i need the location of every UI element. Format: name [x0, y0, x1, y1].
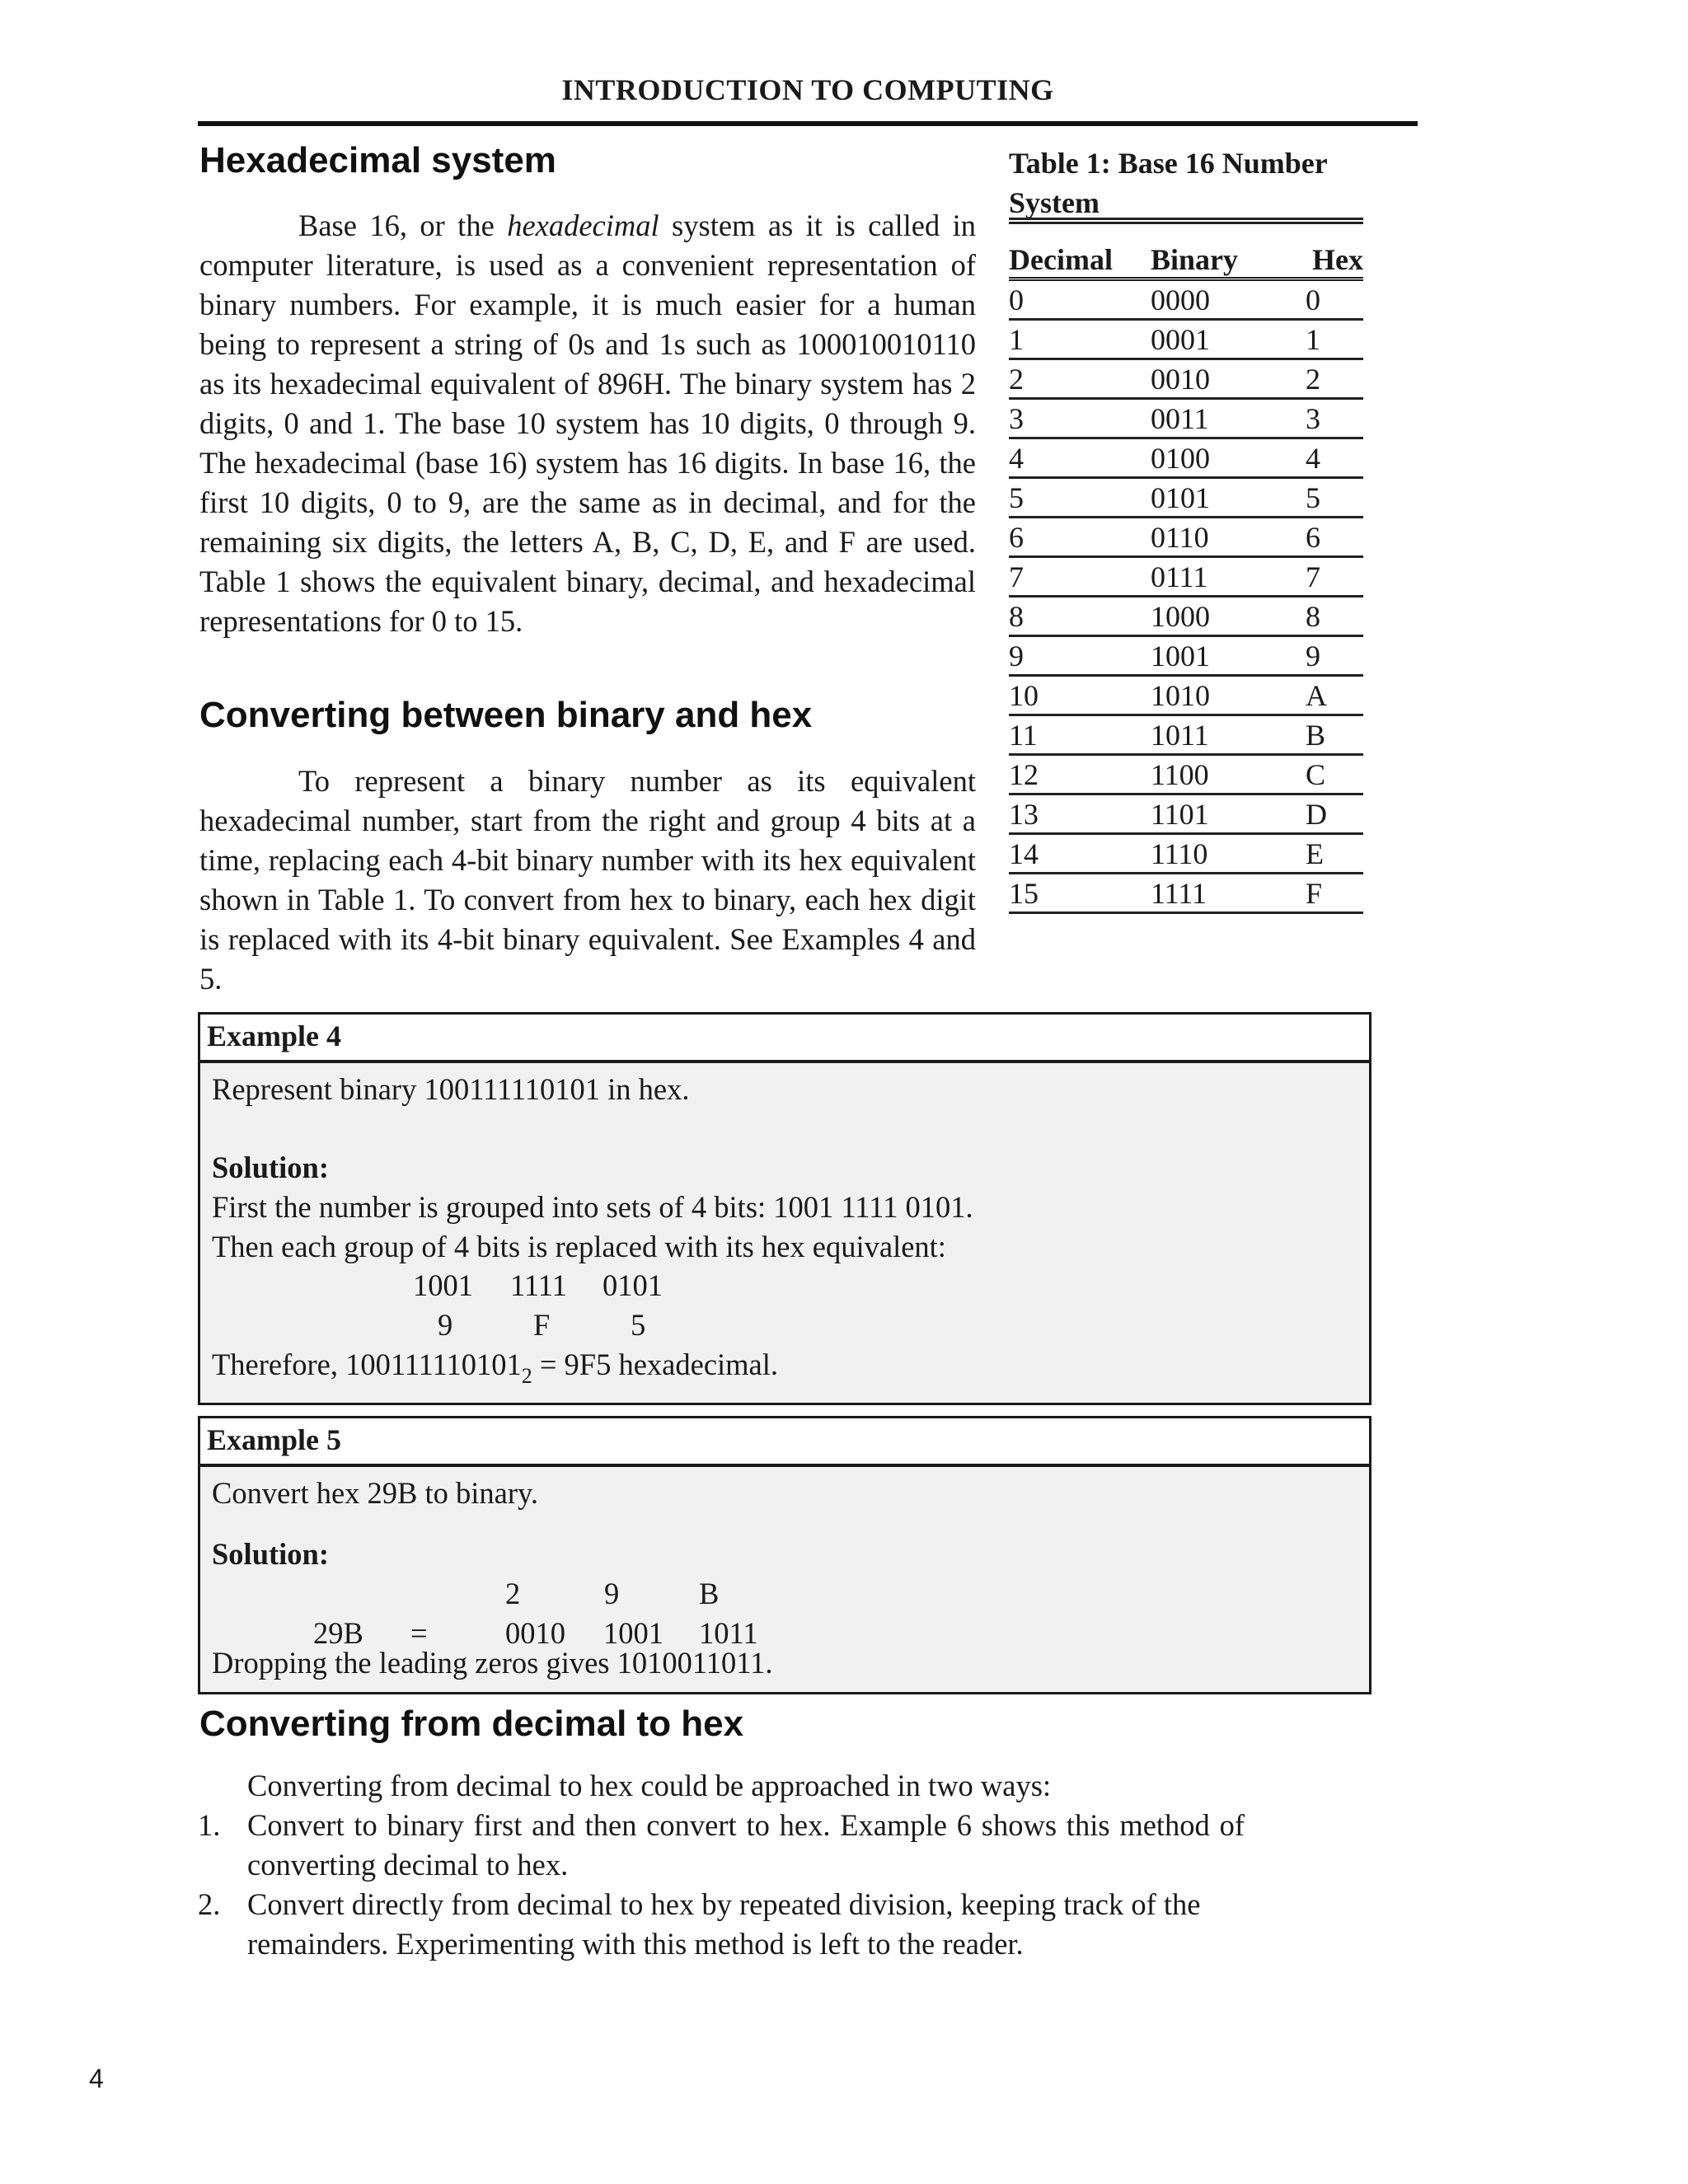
list-item-number: 1. — [198, 1808, 221, 1842]
table-cell-decimal: 12 — [1009, 755, 1151, 794]
table-cell-hex: C — [1306, 755, 1363, 794]
table-row — [1009, 320, 1363, 359]
table-row — [1009, 279, 1363, 320]
example-4-hex-digit: 9 — [438, 1308, 453, 1342]
table-cell-binary: 0010 — [1151, 359, 1306, 399]
table-row — [1009, 557, 1363, 597]
column-header-decimal: Decimal — [1009, 239, 1151, 279]
list-item-text: Convert to binary first and then convert to hex. Example 6 shows this method of converting decimal to hex. — [247, 1808, 1245, 1882]
table-cell-decimal: 1 — [1009, 320, 1151, 359]
example-4-solution-label: Solution: — [212, 1151, 329, 1184]
example-5-binary-group: 0010 — [505, 1616, 565, 1650]
example-4-step-2: Then each group of 4 bits is replaced with its hex equivalent: — [212, 1230, 946, 1263]
table-cell-hex: F — [1306, 874, 1363, 913]
table-cell-decimal: 2 — [1009, 359, 1151, 399]
table-row — [1009, 834, 1363, 874]
table-cell-hex: 2 — [1306, 359, 1363, 399]
table-cell-binary: 1011 — [1151, 715, 1306, 755]
table-row — [1009, 715, 1363, 755]
running-head: INTRODUCTION TO COMPUTING — [561, 73, 1054, 106]
table-cell-decimal: 11 — [1009, 715, 1151, 755]
table-cell-decimal: 5 — [1009, 478, 1151, 518]
table-row — [1009, 438, 1363, 478]
table-row — [1009, 518, 1363, 557]
example-4-hex-digit: F — [533, 1308, 551, 1342]
example-5-box — [198, 1416, 1372, 1694]
table-cell-binary: 1111 — [1151, 874, 1306, 913]
example-5-problem: Convert hex 29B to binary. — [212, 1476, 539, 1510]
table-cell-hex: A — [1306, 676, 1363, 715]
table-row — [1009, 636, 1363, 676]
list-item-number: 2. — [198, 1887, 221, 1921]
section-heading-decimal-hex: Converting from decimal to hex — [199, 1704, 744, 1744]
table-row — [1009, 755, 1363, 794]
table-row — [1009, 676, 1363, 715]
example-4-title: Example 4 — [200, 1015, 1369, 1063]
example-5-binary-group: 1011 — [699, 1616, 758, 1650]
table-cell-hex: 9 — [1306, 636, 1363, 676]
base16-table — [1009, 239, 1363, 914]
example-4-box — [198, 1012, 1372, 1405]
table-row — [1009, 597, 1363, 636]
table-cell-binary: 0000 — [1151, 279, 1306, 320]
table-cell-hex: 8 — [1306, 597, 1363, 636]
table-row — [1009, 794, 1363, 834]
example-5-solution-label: Solution: — [212, 1537, 329, 1571]
section-heading-binary-hex: Converting between binary and hex — [199, 695, 813, 735]
table-row — [1009, 399, 1363, 438]
table-row — [1009, 874, 1363, 913]
table-cell-binary: 0011 — [1151, 399, 1306, 438]
example-4-result: Therefore, $100111110101_2 = 9F5$ hexadecimal. — [212, 1347, 779, 1388]
table-cell-binary: 1101 — [1151, 794, 1306, 834]
column-header-binary: Binary — [1151, 239, 1306, 279]
table-cell-hex: 6 — [1306, 518, 1363, 557]
table-row — [1009, 478, 1363, 518]
table-cell-decimal: 8 — [1009, 597, 1151, 636]
list-item — [0, 1885, 1269, 1964]
table-row — [1009, 359, 1363, 399]
list-item — [0, 1806, 1253, 1885]
table-caption-rule — [1009, 218, 1363, 224]
table-cell-decimal: 0 — [1009, 279, 1151, 320]
table-cell-binary: 0001 — [1151, 320, 1306, 359]
table-cell-hex: 5 — [1306, 478, 1363, 518]
example-5-binary-group: 1001 — [603, 1616, 663, 1650]
header-rule — [198, 121, 1418, 126]
example-4-group: 1001 — [413, 1268, 473, 1302]
table-cell-decimal: 9 — [1009, 636, 1151, 676]
example-5-hex-digit: 2 — [505, 1577, 521, 1610]
table-cell-hex: B — [1306, 715, 1363, 755]
table-cell-binary: 0110 — [1151, 518, 1306, 557]
example-5-lhs: 29B — [313, 1616, 363, 1650]
table-cell-binary: 1110 — [1151, 834, 1306, 874]
decimal-hex-intro: Converting from decimal to hex could be approached in two ways: — [247, 1769, 1052, 1802]
table-cell-hex: 3 — [1306, 399, 1363, 438]
table-cell-binary: 1000 — [1151, 597, 1306, 636]
example-4-group: 1111 — [510, 1268, 567, 1302]
table-header-row — [1009, 239, 1363, 279]
paragraph-binary-hex: To represent a binary number as its equivalent hexadecimal number, start from the right and group 4 bits at a time, replacing each 4-bit binary number with its hex equivalent shown in Table 1. To convert from hex to binary, each hex digit is replaced with its 4-bit binary equivalent. See Examples 4 and 5. — [199, 764, 976, 996]
example-5-equals: = — [410, 1616, 428, 1650]
example-5-hex-digit: 9 — [604, 1577, 620, 1610]
paragraph-hex-system: Base 16, or the hexadecimal system as it is called in computer literature, is used as a convenient representation of binary numbers. For example, it is much easier for a human being to represent a string of 0s and 1s such as 100010010110 as its hexadecimal equivalent of 896H. The binary system has 2 digits, 0 and 1. The base 10 system has 10 digits, 0 through 9. The hexadecimal (base 16) system has 16 digits. In base 16, the first 10 digits, 0 to 9, are the same as in decimal, and for the remaining six digits, the letters A, B, C, D, E, and F are used. Table 1 shows the equivalent binary, decimal, and hexadecimal representations for 0 to 15. — [199, 209, 976, 638]
emphasis-hexadecimal: hexadecimal — [507, 209, 659, 242]
table-cell-binary: 0100 — [1151, 438, 1306, 478]
section-heading-hex-system: Hexadecimal system — [199, 140, 556, 180]
example-4-problem: Represent binary 100111110101 in hex. — [212, 1072, 690, 1106]
table-cell-binary: 1010 — [1151, 676, 1306, 715]
table-cell-decimal: 3 — [1009, 399, 1151, 438]
table-cell-decimal: 7 — [1009, 557, 1151, 597]
example-4-group: 0101 — [603, 1268, 663, 1302]
table-cell-hex: 7 — [1306, 557, 1363, 597]
table-cell-hex: D — [1306, 794, 1363, 834]
table-cell-decimal: 10 — [1009, 676, 1151, 715]
table-cell-binary: 0101 — [1151, 478, 1306, 518]
example-5-hex-digit: B — [699, 1577, 720, 1610]
example-5-conclusion: Dropping the leading zeros gives 1010011011. — [212, 1646, 773, 1680]
table-cell-hex: 1 — [1306, 320, 1363, 359]
table-cell-hex: 4 — [1306, 438, 1363, 478]
example-5-title: Example 5 — [200, 1418, 1369, 1467]
table-cell-binary: 0111 — [1151, 557, 1306, 597]
table-cell-decimal: 14 — [1009, 834, 1151, 874]
page-number: 4 — [89, 2064, 104, 2093]
table-caption: Table 1: Base 16 Number System — [1009, 147, 1328, 219]
table-cell-decimal: 4 — [1009, 438, 1151, 478]
table-cell-decimal: 6 — [1009, 518, 1151, 557]
example-4-hex-digit: 5 — [631, 1308, 646, 1342]
table-cell-binary: 1100 — [1151, 755, 1306, 794]
column-header-hex: Hex — [1306, 239, 1363, 279]
example-4-step-1: First the number is grouped into sets of 4 bits: 1001 1111 0101. — [212, 1190, 973, 1224]
table-cell-hex: 0 — [1306, 279, 1363, 320]
table-cell-binary: 1001 — [1151, 636, 1306, 676]
table-cell-hex: E — [1306, 834, 1363, 874]
table-cell-decimal: 15 — [1009, 874, 1151, 913]
table-cell-decimal: 13 — [1009, 794, 1151, 834]
list-item-text: Convert directly from decimal to hex by repeated division, keeping track of the remainders. Experimenting with this method is left to the reader. — [247, 1887, 1201, 1961]
